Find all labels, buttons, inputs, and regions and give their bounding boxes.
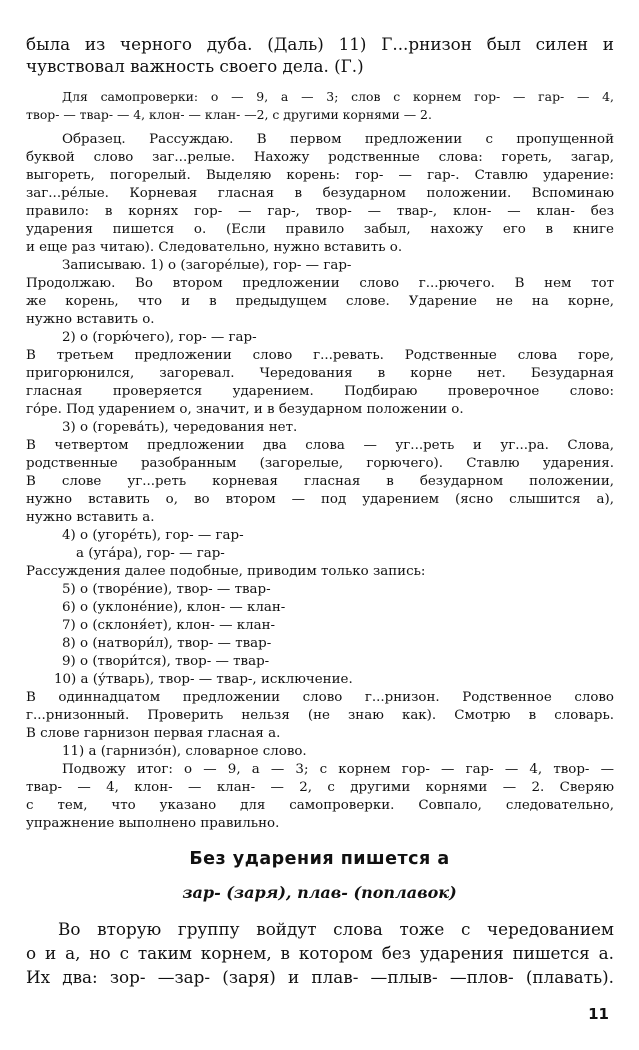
paragraph-line: о и а, но с таким корнем, в котором без ударения пишется а. bbox=[26, 943, 614, 963]
text-line: и еще раз читаю). Следовательно, нужно вставить о. bbox=[26, 240, 403, 255]
text-line: нужно вставить о. bbox=[26, 312, 155, 327]
text-line: 4) о (угоре́ть), гор- — гар- bbox=[62, 528, 244, 543]
text-line: упражнение выполнено правильно. bbox=[26, 816, 280, 831]
text-line: гласная проверяется ударением. Подбираю проверочное слово: bbox=[26, 384, 614, 399]
paragraph-line: Их два: зор- —зар- (заря) и плав- —плыв- —плов- (плавать). bbox=[26, 967, 614, 987]
text-line: В одиннадцатом предложении слово г...рнизон. Родственное слово bbox=[26, 690, 614, 705]
text-line: 2) о (горю́чего), гор- — гар- bbox=[62, 330, 257, 345]
text-line: же корень, что и в предыдущем слове. Ударение не на корне, bbox=[26, 294, 614, 309]
text-line: В слове уг...реть корневая гласная в безударном положении, bbox=[26, 474, 614, 489]
text-line: Рассуждения далее подобные, приводим только запись: bbox=[26, 564, 426, 579]
text-line: нужно вставить о, во втором — под ударением (ясно слышится а), bbox=[26, 492, 614, 507]
text-line: пригорюнился, загоревал. Чередования в корне нет. Безударная bbox=[26, 366, 614, 381]
text-line: а (уга́ра), гор- — гар- bbox=[76, 546, 225, 561]
text-line: заг...ре́лые. Корневая гласная в безударном положении. Вспоминаю bbox=[26, 186, 614, 201]
text-line: Подвожу итог: о — 9, а — 3; с корнем гор- — гар- — 4, твор- — bbox=[62, 762, 614, 777]
text-line: правило: в корнях гор- — гар-, твор- — твар-, клон- — клан- без bbox=[26, 204, 614, 219]
text-line: г...рнизонный. Проверить нельзя (не знаю как). Смотрю в словарь. bbox=[26, 708, 614, 723]
text-line: го́ре. Под ударением о, значит, и в безударном положении о. bbox=[26, 402, 464, 417]
text-line: ударения пишется о. (Если правило забыл, нахожу его в книге bbox=[26, 222, 614, 237]
text-line: 8) о (натвори́л), твор- — твар- bbox=[62, 636, 272, 651]
text-line: Образец. Рассуждаю. В первом предложении с пропущенной bbox=[62, 132, 614, 147]
text-line: 5) о (творе́ние), твор- — твар- bbox=[62, 582, 271, 597]
text-line: 7) о (склоня́ет), клон- — клан- bbox=[62, 618, 276, 633]
text-line: В слове гарнизон первая гласная а. bbox=[26, 726, 281, 741]
section-heading: Без ударения пишется а bbox=[189, 849, 450, 869]
text-line: 11) а (гарнизо́н), словарное слово. bbox=[62, 744, 307, 759]
text-line: твар- — 4, клон- — клан- — 2, с другими корнями — 2. Сверяю bbox=[26, 780, 614, 795]
text-line: В четвертом предложении два слова — уг...реть и уг...ра. Слова, bbox=[26, 438, 614, 453]
section-subheading: зар- (заря), плав- (поплавок) bbox=[182, 883, 457, 902]
text-line: Продолжаю. Во втором предложении слово г...рючего. В нем тот bbox=[26, 276, 614, 291]
text-line: 3) о (горева́ть), чередования нет. bbox=[62, 420, 298, 435]
paragraph-line: Во вторую группу войдут слова тоже с чередованием bbox=[58, 919, 614, 939]
text-line: родственные разобранным (загорелые, горючего). Ставлю ударения. bbox=[26, 456, 614, 471]
text-line: В третьем предложении слово г...ревать. Родственные слова горе, bbox=[26, 348, 614, 363]
text-line: буквой слово заг...релые. Нахожу родственные слова: гореть, загар, bbox=[26, 150, 614, 165]
text-line: Записываю. 1) о (загоре́лые), гор- — гар- bbox=[62, 258, 352, 273]
text-line: нужно вставить а. bbox=[26, 510, 155, 525]
text-line: 6) о (уклоне́ние), клон- — клан- bbox=[62, 600, 286, 615]
text-line: чувствовал важность своего дела. (Г.) bbox=[26, 56, 364, 76]
text-line: выгореть, погорелый. Выделяю корень: гор- — гар-. Ставлю ударение: bbox=[26, 168, 614, 183]
text-line: 10) а (у́тварь), твор- — твар-, исключение. bbox=[54, 672, 353, 687]
text-line: твор- — твар- — 4, клон- — клан- —2, с другими корнями — 2. bbox=[26, 107, 432, 122]
text-line: была из черного дуба. (Даль) 11) Г...рнизон был силен и bbox=[26, 34, 614, 54]
text-line: с тем, что указано для самопроверки. Совпало, следовательно, bbox=[26, 798, 614, 813]
text-line: 9) о (твори́тся), твор- — твар- bbox=[62, 654, 270, 669]
page-number: 11 bbox=[588, 1005, 609, 1023]
text-line: Для самопроверки: о — 9, а — 3; слов с корнем гор- — гар- — 4, bbox=[62, 89, 614, 104]
